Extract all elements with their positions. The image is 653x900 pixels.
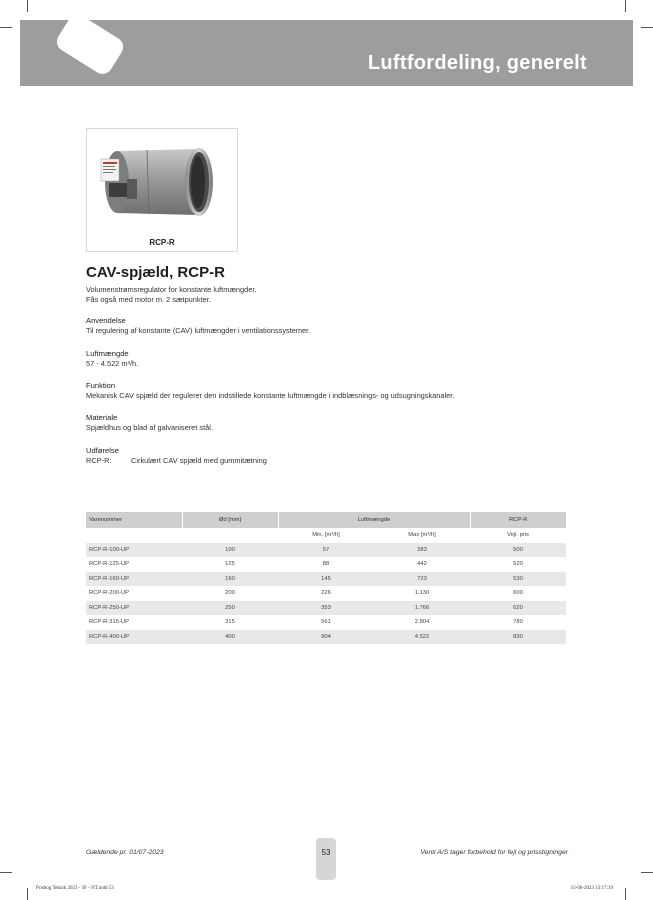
- cell-diameter: 250: [182, 601, 278, 616]
- section-text-anvendelse: Til regulering af konstante (CAV) luftmængder i ventilationssystemer.: [86, 326, 311, 335]
- print-slug-file: Prisbog Teknik 2023 - 3F - NT.indd 53: [36, 886, 114, 891]
- table-row: [86, 586, 566, 601]
- table-row: [86, 601, 566, 616]
- cell-min: 904: [278, 630, 374, 645]
- cell-price: 830: [470, 630, 566, 645]
- cell-diameter: 160: [182, 572, 278, 587]
- cell-varenummer: RCP-R-315-UP: [89, 619, 129, 626]
- cell-price: 620: [470, 601, 566, 616]
- empty-cell: [182, 528, 278, 543]
- cell-price: 780: [513, 619, 523, 626]
- table-row: [86, 557, 566, 572]
- section-text-luftmaengde: 57 - 4.522 m³/h.: [86, 359, 139, 368]
- cell-diameter: 125: [225, 561, 235, 568]
- cell-max: 1.130: [414, 590, 430, 597]
- col-header-rcp-r: RCP-R: [470, 512, 566, 528]
- cell-price: 520: [513, 561, 523, 568]
- empty-cell: [86, 528, 182, 543]
- cell-varenummer: RCP-R-160-UP: [86, 572, 182, 587]
- cell-min: 226: [321, 590, 331, 597]
- footer-disclaimer: Venti A/S tager forbehold for fejl og prisstigninger: [420, 849, 568, 856]
- crop-mark: [641, 872, 653, 873]
- col-header-min: Min. [m³/h]: [278, 528, 374, 543]
- cell-max: 4.522: [374, 630, 470, 645]
- section-text-udforelse: Cirkulært CAV spjæld med gummitætning: [131, 456, 267, 465]
- section-heading-funktion: Funktion: [86, 381, 116, 390]
- cell-min: 353: [278, 601, 374, 616]
- cell-max: 442: [417, 561, 427, 568]
- crop-mark: [0, 872, 12, 873]
- cell-price: 500: [470, 543, 566, 558]
- cell-max: 2.804: [414, 619, 430, 626]
- cell-min: 57: [278, 543, 374, 558]
- page-number: 53: [321, 848, 331, 857]
- section-heading-anvendelse: Anvendelse: [86, 316, 126, 325]
- damper-product-image: [87, 129, 239, 237]
- table-row: [86, 543, 566, 558]
- cell-price: 530: [470, 572, 566, 587]
- intro-line: Volumenstrømsregulator for konstante luftmængder.: [86, 285, 257, 294]
- crop-mark: [0, 27, 12, 28]
- crop-mark: [625, 0, 626, 12]
- product-title: CAV-spjæld, RCP-R: [86, 264, 225, 281]
- section-heading-luftmaengde: Luftmængde: [86, 349, 129, 358]
- cell-varenummer: RCP-R-400-UP: [86, 630, 182, 645]
- cell-price: 600: [513, 590, 523, 597]
- cell-varenummer: RCP-R-250-UP: [86, 601, 182, 616]
- crop-mark: [641, 27, 653, 28]
- col-header-luftmaengde: Luftmængde: [278, 512, 470, 528]
- page-number-tab: [316, 838, 336, 880]
- table-row: [86, 630, 566, 645]
- intro-line: Fås også med motor m. 2 sætpunkter.: [86, 295, 211, 304]
- cell-diameter: 400: [182, 630, 278, 645]
- cell-max: 723: [374, 572, 470, 587]
- col-header-diameter: Ød [mm]: [182, 512, 278, 528]
- table-header-row: [86, 512, 566, 528]
- cell-max: 1.766: [374, 601, 470, 616]
- footer-validity: Gældende pr. 01/07-2023: [86, 849, 164, 856]
- section-label-udforelse: RCP-R:: [86, 456, 112, 465]
- crop-mark: [27, 0, 28, 12]
- col-header-max: Max [m³/h]: [374, 528, 470, 543]
- section-heading-materiale: Materiale: [86, 413, 118, 422]
- cell-min: 88: [322, 561, 330, 568]
- section-text-funktion: Mekanisk CAV spjæld der regulerer den indstillede konstante luftmængde i indblæsnings- og udsugningskanaler.: [86, 391, 455, 400]
- cell-min: 145: [278, 572, 374, 587]
- print-slug-date: 15-06-2023 13:17:19: [570, 886, 613, 891]
- product-table: [86, 512, 566, 644]
- page-title: Luftfordeling, generelt: [367, 52, 587, 74]
- table-row: [86, 572, 566, 587]
- section-heading-udforelse: Udførelse: [86, 446, 119, 455]
- cell-diameter: 315: [225, 619, 235, 626]
- cell-min: 561: [321, 619, 331, 626]
- table-row: [86, 615, 566, 630]
- section-text-materiale: Spjældhus og blad af galvaniseret stål.: [86, 423, 213, 432]
- crop-mark: [625, 888, 626, 900]
- cell-varenummer: RCP-R-100-UP: [86, 543, 182, 558]
- table-subheader-row: [86, 528, 566, 543]
- image-caption: RCP-R: [149, 238, 175, 247]
- product-image-frame: [86, 128, 238, 252]
- cell-diameter: 100: [182, 543, 278, 558]
- col-header-price: Vejl. pris: [470, 528, 566, 543]
- crop-mark: [27, 888, 28, 900]
- cell-diameter: 200: [225, 590, 235, 597]
- cell-max: 283: [374, 543, 470, 558]
- col-header-varenummer: Varenummer: [86, 512, 182, 528]
- cell-varenummer: RCP-R-125-UP: [89, 561, 129, 568]
- cell-varenummer: RCP-R-200-UP: [89, 590, 129, 597]
